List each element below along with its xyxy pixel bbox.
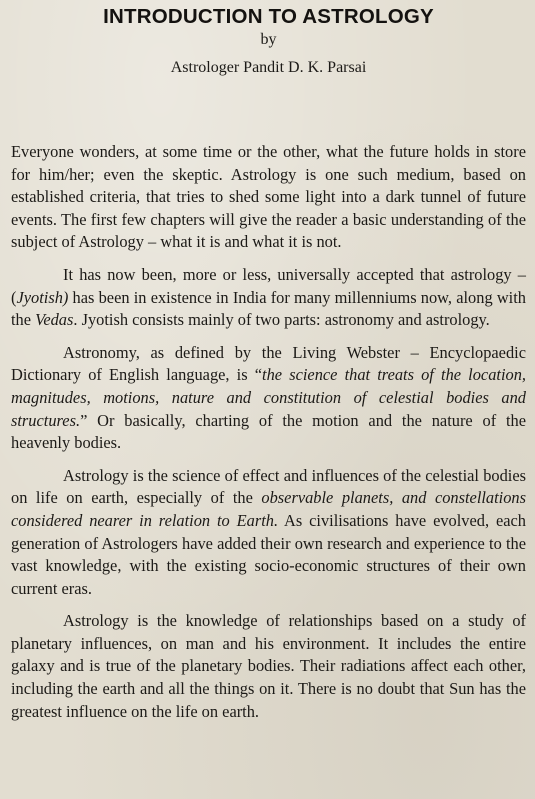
- paragraph-2-term-jyotish: Jyotish): [16, 287, 69, 307]
- byline-by: by: [260, 31, 277, 48]
- paragraph-2-text-e: . Jyotish consists mainly of two parts: astronomy and astrology.: [73, 310, 490, 330]
- paragraph-2-text-a: It has now been, more or less, universally accepted that astrology – (: [11, 264, 526, 307]
- body-text: [11, 141, 526, 723]
- paragraph-4-text-c: As civilisations have evolved, each generation of Astrologers have added their own research and experience to the vast knowledge, with the existing socio-economic structures of their own current eras.: [11, 510, 526, 598]
- author-name: Astrologer Pandit D. K. Parsai: [170, 59, 367, 76]
- paragraph-2-term-vedas: Vedas: [35, 310, 74, 330]
- paragraph-1-text: Everyone wonders, at some time or the other, what the future holds in store for him/her; even the skeptic. Astrology is one such medium, based on established criteria, that tries to shed some light into a dark tunnel of future events. The first few chapters will give the reader a basic understanding of the subject of Astrology – what it is and what it is not.: [11, 142, 526, 252]
- paragraph-3-text-c: ” Or basically, charting of the motion and the nature of the heavenly bodies.: [11, 410, 526, 453]
- paragraph-5: [11, 610, 526, 723]
- page-title: INTRODUCTION TO ASTROLOGY: [103, 5, 434, 28]
- paragraph-1: [11, 141, 526, 254]
- paragraph-4-emphasis: observable planets, and constellations considered nearer in relation to Earth.: [11, 488, 526, 530]
- paragraph-3: [11, 342, 526, 455]
- paragraph-2-text-c: has been in existence in India for many millenniums now, along with the: [11, 287, 526, 330]
- paragraph-4: [11, 465, 526, 601]
- paragraph-3-text-a: Astronomy, as defined by the Living Webster – Encyclopaedic Dictionary of English language, is “: [11, 342, 526, 385]
- paragraph-5-text: Astrology is the knowledge of relationships based on a study of planetary influences, on man and his environment. It includes the entire galaxy and is true of the planetary bodies. Their radiations affect each other, including the earth and all the things on it. There is no doubt that Sun has the greatest influence on the life on earth.: [11, 611, 526, 721]
- paragraph-3-definition-quote: the science that treats of the location, magnitudes, motions, nature and constitution of celestial bodies and structures.: [11, 365, 526, 430]
- paragraph-2: [11, 264, 526, 332]
- paragraph-4-text-a: Astrology is the science of effect and influences of the celestial bodies on life on earth, especially of the: [11, 465, 526, 508]
